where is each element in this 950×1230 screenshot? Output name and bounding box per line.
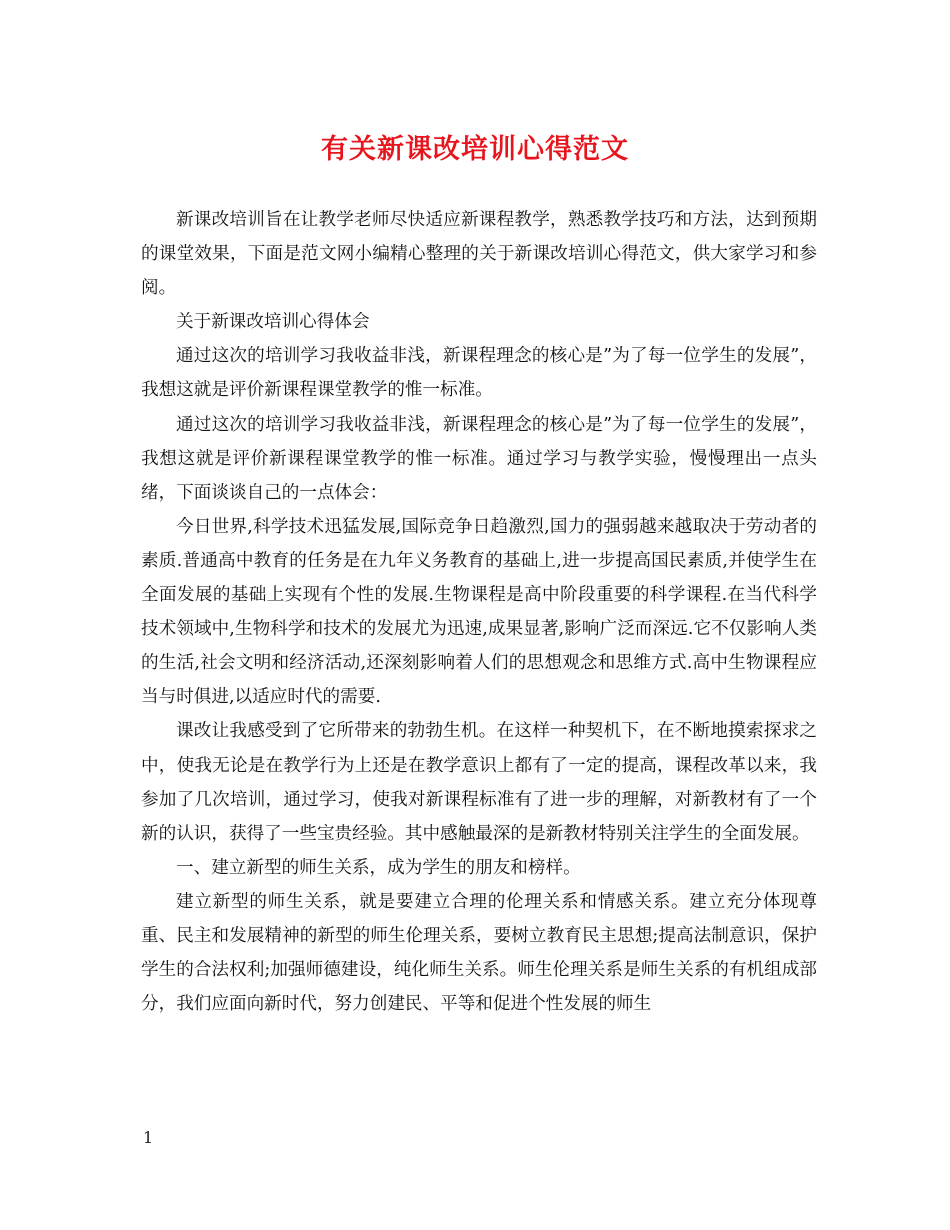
document-body xyxy=(141,203,817,1021)
document-title: 有关新课改培训心得范文 xyxy=(321,134,629,165)
paragraph: 建立新型的师生关系，就是要建立合理的伦理关系和情感关系。建立充分体现尊重、民主和发展精神的新型的师生伦理关系，要树立教育民主思想;提高法制意识，保护学生的合法权利;加强师德建设，纯化师生关系。师生伦理关系是师生关系的有机组成部分，我们应面向新时代，努力创建民、平等和促进个性发展的师生 xyxy=(141,891,817,1015)
section-heading: 关于新课改培训心得体会 xyxy=(176,312,370,333)
paragraph: 今日世界,科学技术迅猛发展,国际竞争日趋激烈,国力的强弱越来越取决于劳动者的素质.普通高中教育的任务是在九年义务教育的基础上,进一步提高国民素质,并使学生在全面发展的基础上实现有个性的发展.生物课程是高中阶段重要的科学课程.在当代科学技术领域中,生物科学和技术的发展尤为迅速,成果显著,影响广泛而深远.它不仅影响人类的生活,社会文明和经济活动,还深刻影响着人们的思想观念和思维方式.高中生物课程应当与时俱进,以适应时代的需要. xyxy=(141,516,817,708)
paragraph: 通过这次的培训学习我收益非浅，新课程理念的核心是”为了每一位学生的发展”，我想这就是评价新课程课堂教学的惟一标准。 xyxy=(141,346,817,401)
paragraph: 课改让我感受到了它所带来的勃勃生机。在这样一种契机下，在不断地摸索探求之中，使我无论是在教学行为上还是在教学意识上都有了一定的提高，课程改革以来，我参加了几次培训，通过学习，使我对新课程标准有了进一步的理解，对新教材有了一个新的认识，获得了一些宝贵经验。其中感触最深的是新教材特别关注学生的全面发展。 xyxy=(141,721,817,844)
page-number: 1 xyxy=(143,1128,154,1147)
paragraph: 通过这次的培训学习我收益非浅，新课程理念的核心是”为了每一位学生的发展”，我想这就是评价新课程课堂教学的惟一标准。通过学习与教学实验，慢慢理出一点头绪，下面谈谈自己的一点体会： xyxy=(141,414,817,503)
numbered-heading: 一、建立新型的师生关系，成为学生的朋友和榜样。 xyxy=(176,857,581,878)
intro-paragraph: 新课改培训旨在让教学老师尽快适应新课程教学，熟悉教学技巧和方法，达到预期的课堂效果，下面是范文网小编精心整理的关于新课改培训心得范文，供大家学习和参阅。 xyxy=(141,210,817,299)
